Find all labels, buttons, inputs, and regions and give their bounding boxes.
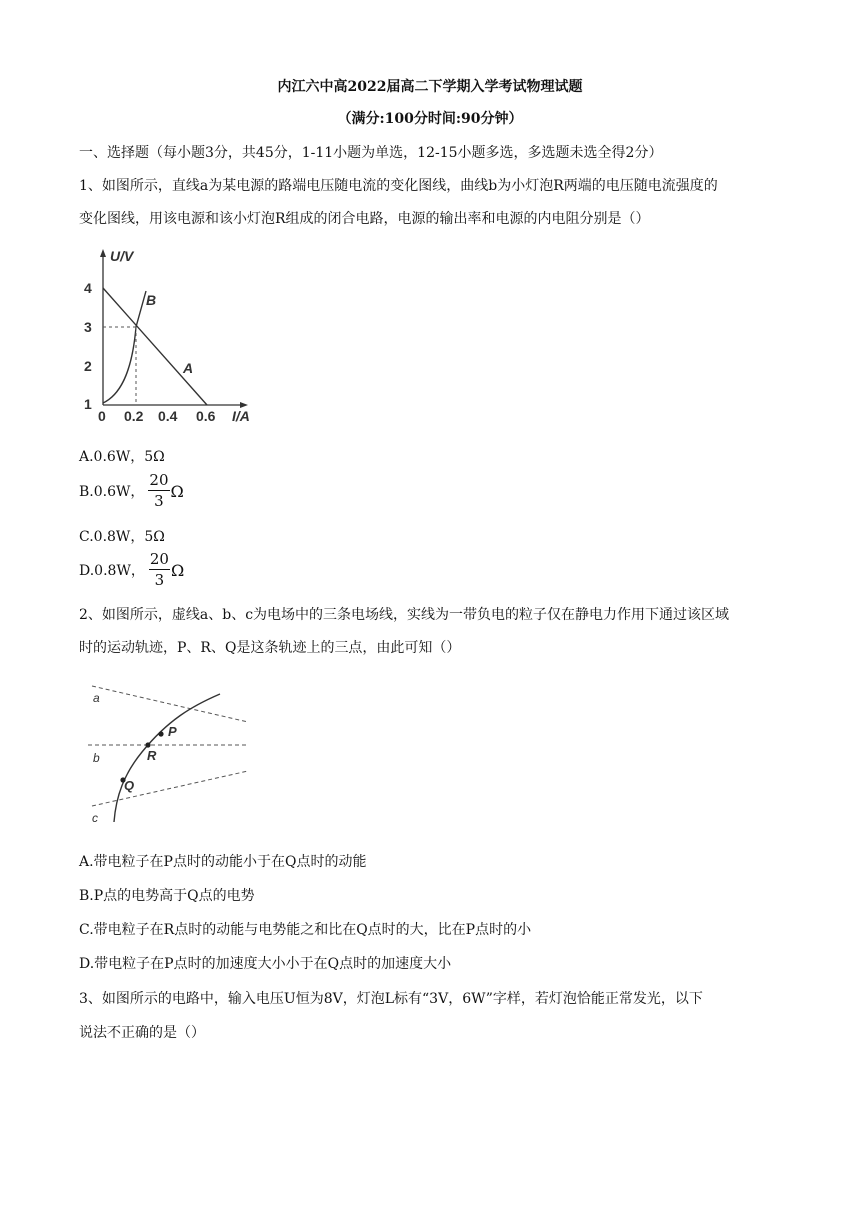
q2-label-a: a <box>93 691 100 705</box>
q1-option-b <box>79 473 184 509</box>
q1-x-tick-0.4: 0.4 <box>158 408 178 424</box>
q2-point-r <box>145 742 150 747</box>
q1-curve-b <box>103 291 146 403</box>
exam-title: 内江六中高2022届高二下学期入学考试物理试题 <box>277 79 583 95</box>
q1-option-d-fraction <box>149 552 170 588</box>
q1-option-d <box>79 552 184 588</box>
q2-point-p <box>158 731 163 736</box>
q1-x-tick-0.2: 0.2 <box>124 408 144 424</box>
q2-option-a: A.带电粒子在P点时的动能小于在Q点时的动能 <box>79 854 367 870</box>
q1-option-d-numerator: 20 <box>149 550 169 568</box>
q2-field-figure <box>80 678 260 828</box>
q2-text-line1: 2、如图所示，虚线a、b、c为电场中的三条电场线，实线为一带负电的粒子仅在静电力作用下通过该区域 <box>79 607 730 623</box>
q1-line-a-label: A <box>183 360 194 376</box>
q1-option-b-unit: Ω <box>170 481 184 501</box>
q2-label-q: Q <box>124 778 135 793</box>
q1-y-tick-2: 2 <box>84 358 92 374</box>
q1-y-tick-1: 1 <box>84 396 92 412</box>
q2-label-b: b <box>93 751 100 765</box>
q1-y-tick-3: 3 <box>84 319 92 335</box>
q1-option-d-prefix: D.0.8W， <box>79 563 145 579</box>
q1-option-a: A.0.6W，5Ω <box>79 449 165 465</box>
q1-option-b-numerator: 20 <box>149 471 169 489</box>
q2-option-b: B.P点的电势高于Q点的电势 <box>79 888 255 904</box>
q1-option-b-fraction <box>148 473 169 509</box>
q1-x-axis-label: I/A <box>232 408 250 424</box>
q1-text-line2: 变化图线，用该电源和该小灯泡R组成的闭合电路，电源的输出率和电源的内电阻分别是（） <box>79 211 650 227</box>
q3-text-line1: 3、如图所示的电路中，输入电压U恒为8V，灯泡L标有“3V，6W”字样，若灯泡恰能正常发光，以下 <box>79 991 703 1007</box>
q3-text-line2: 说法不正确的是（） <box>79 1025 205 1041</box>
q1-y-tick-4: 4 <box>84 280 92 296</box>
exam-subtitle: （满分:100分时间:90分钟） <box>337 111 523 127</box>
q2-text-line2: 时的运动轨迹，P、R、Q是这条轨迹上的三点，由此可知（） <box>79 640 461 656</box>
q2-label-r: R <box>147 748 157 763</box>
q2-label-c: c <box>92 811 98 825</box>
q2-option-d: D.带电粒子在P点时的加速度大小小于在Q点时的加速度大小 <box>79 956 452 972</box>
q1-curve-b-label: B <box>146 292 157 308</box>
q1-x-tick-0: 0 <box>98 408 106 424</box>
q1-option-c: C.0.8W，5Ω <box>79 529 165 545</box>
q2-label-p: P <box>168 724 177 739</box>
q1-option-b-denominator: 3 <box>154 492 164 510</box>
q1-y-axis-arrow <box>100 249 106 257</box>
q1-option-b-prefix: B.0.6W， <box>79 484 145 500</box>
q1-graph <box>80 243 260 425</box>
q2-option-c: C.带电粒子在R点时的动能与电势能之和比在Q点时的大，比在P点时的小 <box>79 922 532 938</box>
section-heading: 一、选择题（每小题3分，共45分，1-11小题为单选，12-15小题多选，多选题未选全得2分） <box>79 145 663 161</box>
q2-field-line-c <box>92 771 248 806</box>
q2-field-line-a <box>92 686 248 722</box>
q2-trajectory <box>114 694 220 822</box>
q1-option-d-unit: Ω <box>170 560 185 580</box>
q1-x-tick-0.6: 0.6 <box>196 408 216 424</box>
q1-option-d-denominator: 3 <box>154 571 165 589</box>
q1-text-line1: 1、如图所示，直线a为某电源的路端电压随电流的变化图线，曲线b为小灯泡R两端的电压随电流强度的 <box>79 178 718 194</box>
q1-y-axis-label: U/V <box>110 248 134 264</box>
